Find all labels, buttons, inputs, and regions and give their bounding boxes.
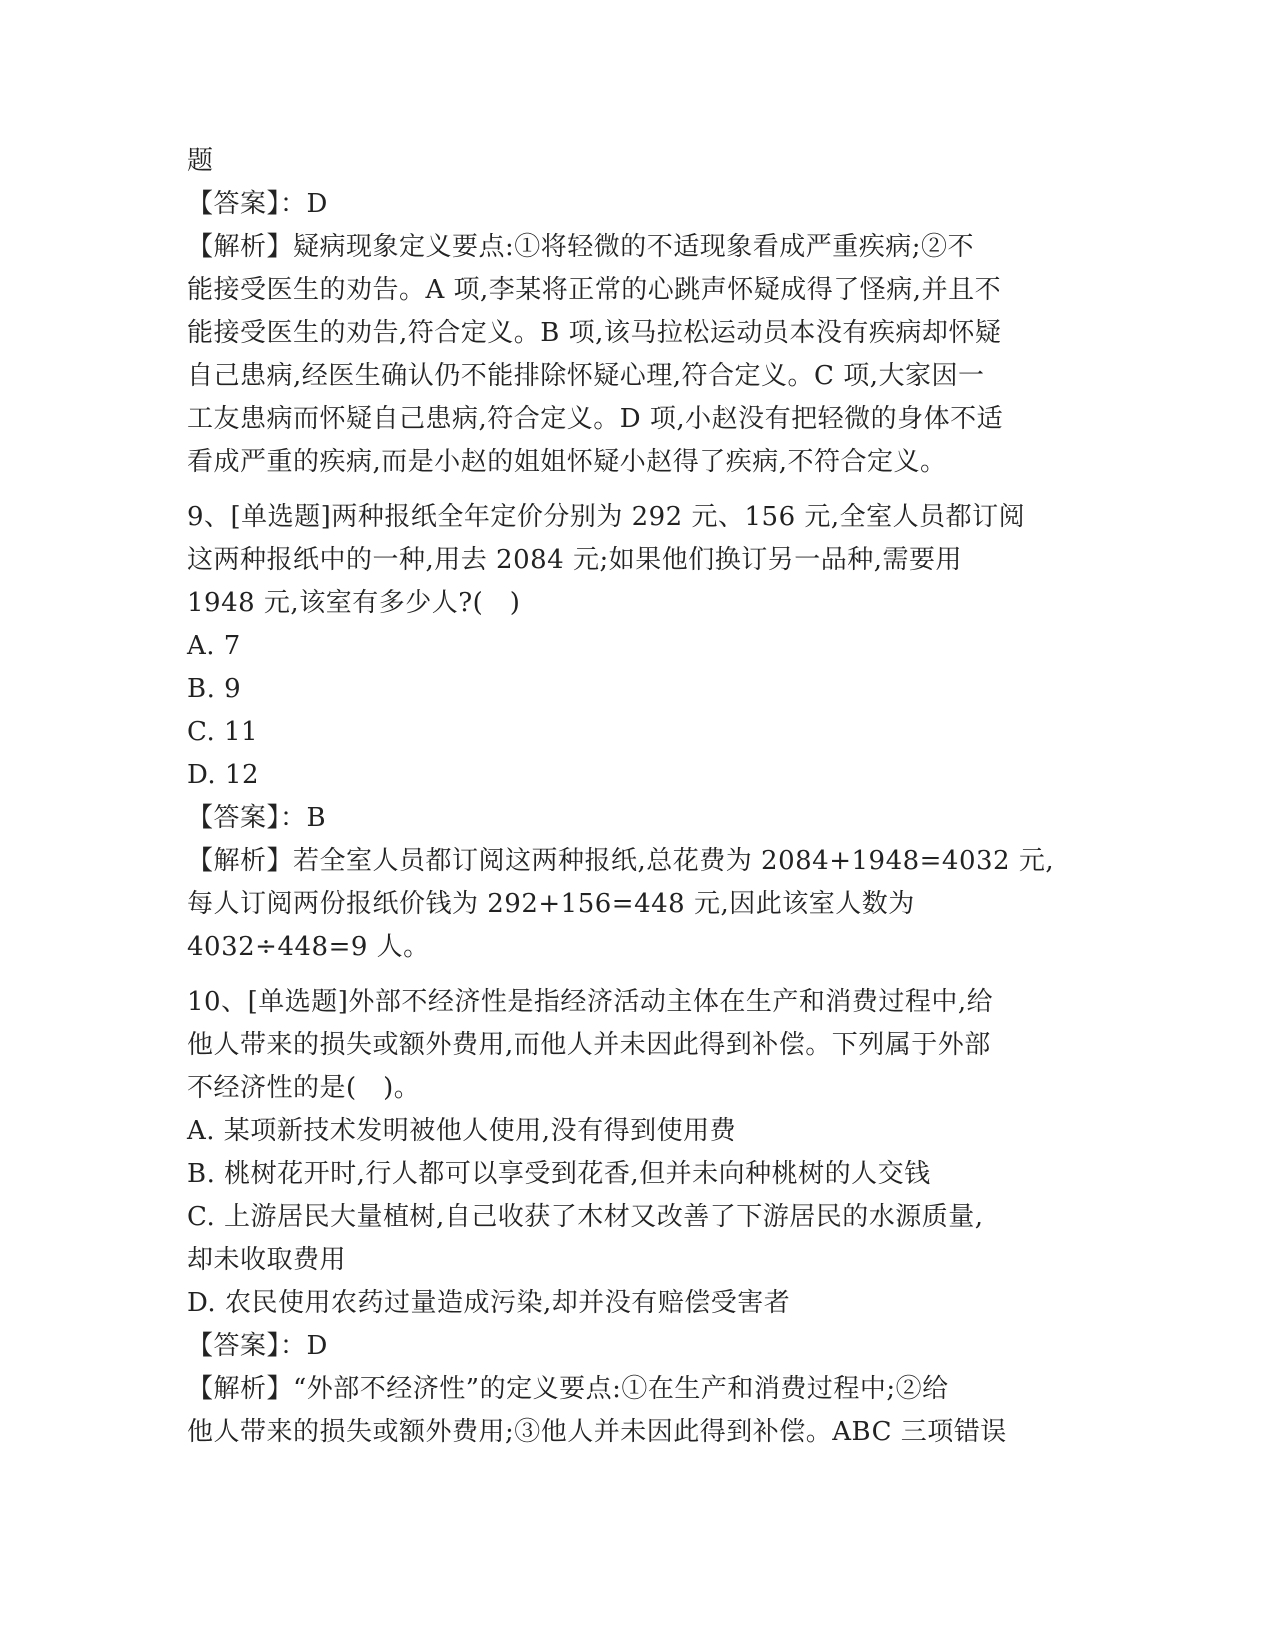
- analysis-line: 【解析】若全室人员都订阅这两种报纸,总花费为 2084+1948=4032 元,: [187, 846, 1055, 876]
- question-title-tail: 题: [187, 146, 214, 176]
- option-c: C. 上游居民大量植树,自己收获了木材又改善了下游居民的水源质量,: [187, 1202, 984, 1232]
- question-stem-line: 他人带来的损失或额外费用,而他人并未因此得到补偿。下列属于外部: [187, 1030, 991, 1060]
- analysis-line: 他人带来的损失或额外费用;③他人并未因此得到补偿。ABC 三项错误: [187, 1417, 1007, 1447]
- analysis-line: 【解析】“外部不经济性”的定义要点:①在生产和消费过程中;②给: [187, 1374, 949, 1404]
- option-a: A. 7: [187, 631, 241, 661]
- option-d: D. 农民使用农药过量造成污染,却并没有赔偿受害者: [187, 1288, 791, 1318]
- question-10: [187, 981, 1087, 1454]
- answer-line: 【答案】：B: [187, 803, 327, 833]
- question-stem-line: 这两种报纸中的一种,用去 2084 元;如果他们换订另一品种,需要用: [187, 545, 962, 575]
- question-stem-line: 9、[单选题]两种报纸全年定价分别为 292 元、156 元,全室人员都订阅: [187, 502, 1026, 532]
- option-d: D. 12: [187, 760, 260, 790]
- option-b: B. 桃树花开时,行人都可以享受到花香,但并未向种桃树的人交钱: [187, 1159, 931, 1189]
- analysis-block: [187, 226, 1087, 484]
- analysis-line: 4032÷448=9 人。: [187, 932, 430, 962]
- option-a: A. 某项新技术发明被他人使用,没有得到使用费: [187, 1116, 737, 1146]
- option-b: B. 9: [187, 674, 242, 704]
- analysis-line: 能接受医生的劝告,符合定义。B 项,该马拉松运动员本没有疾病却怀疑: [187, 318, 1002, 348]
- answer-line: 【答案】：D: [187, 189, 328, 219]
- analysis-line: 看成严重的疾病,而是小赵的姐姐怀疑小赵得了疾病,不符合定义。: [187, 447, 947, 477]
- question-9: [187, 496, 1087, 969]
- option-c-continued: 却未收取费用: [187, 1245, 347, 1275]
- answer-line: 【答案】：D: [187, 1331, 328, 1361]
- question-stem-line: 不经济性的是( )。: [187, 1073, 421, 1103]
- question-stem-line: 10、[单选题]外部不经济性是指经济活动主体在生产和消费过程中,给: [187, 987, 994, 1017]
- question-stem-line: 1948 元,该室有多少人?( ): [187, 588, 521, 618]
- document-page: [187, 140, 1087, 1454]
- analysis-line: 【解析】疑病现象定义要点:①将轻微的不适现象看成严重疾病;②不: [187, 232, 975, 262]
- analysis-line: 能接受医生的劝告。A 项,李某将正常的心跳声怀疑成得了怪病,并且不: [187, 275, 1002, 305]
- analysis-line: 自己患病,经医生确认仍不能排除怀疑心理,符合定义。C 项,大家因一: [187, 361, 985, 391]
- analysis-line: 工友患病而怀疑自己患病,符合定义。D 项,小赵没有把轻微的身体不适: [187, 404, 1004, 434]
- option-c: C. 11: [187, 717, 259, 747]
- analysis-line: 每人订阅两份报纸价钱为 292+156=448 元,因此该室人数为: [187, 889, 915, 919]
